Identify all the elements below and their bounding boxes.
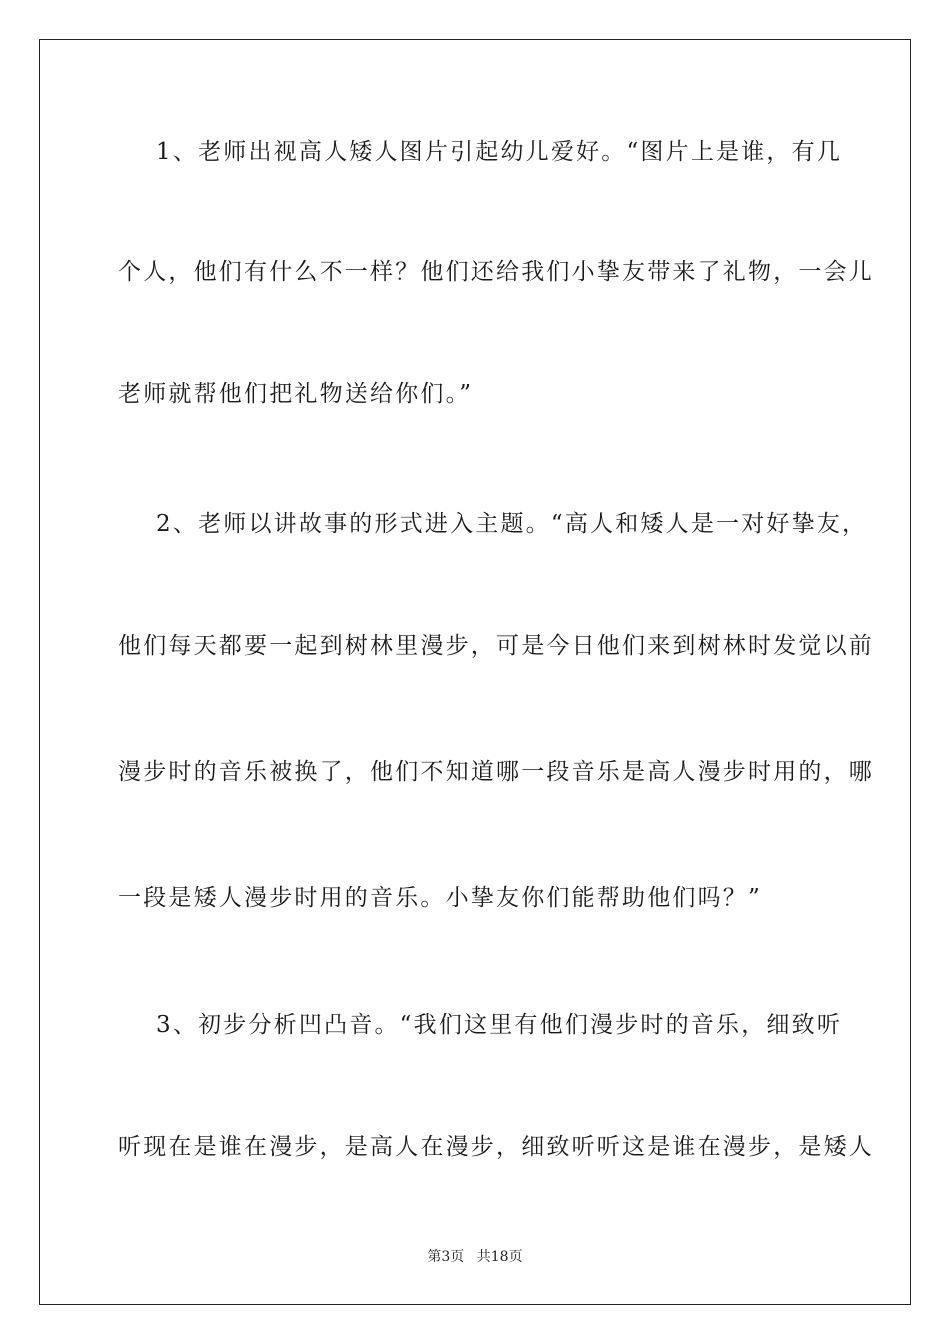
- text-line-7: 一段是矮人漫步时用的音乐。小挚友你们能帮助他们吗？”: [118, 885, 762, 911]
- text-line-4: 2、老师以讲故事的形式进入主题。“高人和矮人是一对好挚友，: [118, 511, 868, 537]
- text-line-3: 老师就帮他们把礼物送给你们。”: [118, 381, 474, 407]
- text-line-8: 3、初步分析凹凸音。“我们这里有他们漫步时的音乐，细致听: [118, 1012, 843, 1038]
- page-footer: [0, 1248, 950, 1266]
- text-line-6: 漫步时的音乐被换了，他们不知道哪一段音乐是高人漫步时用的，哪: [118, 759, 874, 785]
- page-border: [39, 39, 911, 1305]
- text-line-2: 个人，他们有什么不一样？他们还给我们小挚友带来了礼物，一会儿: [118, 259, 874, 285]
- text-line-9: 听现在是谁在漫步，是高人在漫步，细致听听这是谁在漫步，是矮人: [118, 1134, 874, 1160]
- page-number: 第3页: [427, 1249, 465, 1265]
- text-line-5: 他们每天都要一起到树林里漫步，可是今日他们来到树林时发觉以前: [118, 633, 874, 659]
- text-line-1: 1、老师出视高人矮人图片引起幼儿爱好。“图片上是谁，有几: [118, 139, 843, 165]
- page-total: 共18页: [476, 1249, 523, 1265]
